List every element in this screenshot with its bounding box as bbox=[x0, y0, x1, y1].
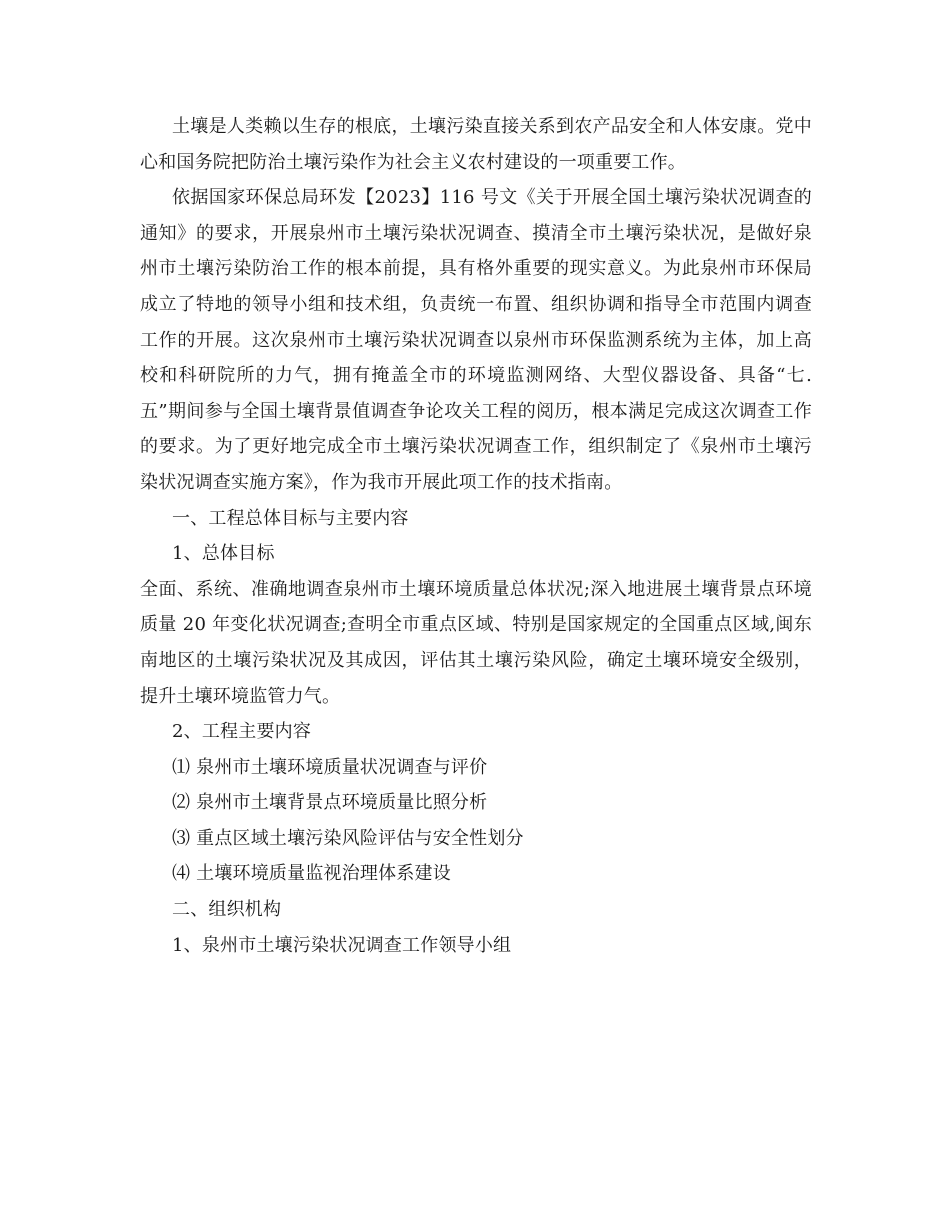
paragraph-intro-2: 依据国家环保总局环发【2023】116 号文《关于开展全国土壤污染状况调查的通知》的要求，开展泉州市土壤污染状况调查、摸清全市土壤污染状况，是做好泉州市土壤污染防治工作的根本前提，具有格外重要的现实意义。为此泉州市环保局成立了特地的领导小组和技术组，负责统一布置、组织协调和指导全市范围内调查工作的开展。这次泉州市土壤污染状况调查以泉州市环保监测系统为主体，加上高校和科研院所的力气，拥有掩盖全市的环境监测网络、大型仪器设备、具备“七.五”期间参与全国土壤背景值调查争论攻关工程的阅历，根本满足完成这次调查工作的要求。为了更好地完成全市土壤污染状况调查工作，组织制定了《泉州市土壤污染状况调查实施方案》，作为我市开展此项工作的技术指南。 bbox=[140, 187, 812, 493]
subheading-main-content: 2、工程主要内容 bbox=[172, 721, 312, 743]
subheading-overall-goal: 1、总体目标 bbox=[172, 543, 275, 565]
paragraph-goal-body: 全面、系统、准确地调查泉州市土壤环境质量总体状况;深入地进展土壤背景点环境质量 20 年变化状况调查;查明全市重点区域、特别是国家规定的全国重点区域,闽东南地区的土壤污染状况及其成因，评估其土壤污染风险，确定土壤环境安全级别，提升土壤环境监管力气。 bbox=[140, 578, 812, 707]
document-body bbox=[140, 109, 812, 963]
subheading-leadership-group: 1、泉州市土壤污染状况调查工作领导小组 bbox=[172, 934, 512, 956]
list-item-4: ⑷ 土壤环境质量监视治理体系建设 bbox=[172, 863, 451, 885]
list-item-2: ⑵ 泉州市土壤背景点环境质量比照分析 bbox=[172, 792, 488, 814]
paragraph-intro-1: 土壤是人类赖以生存的根底，土壤污染直接关系到农产品安全和人体安康。党中心和国务院把防治土壤污染作为社会主义农村建设的一项重要工作。 bbox=[140, 116, 812, 173]
list-item-3: ⑶ 重点区域土壤污染风险评估与安全性划分 bbox=[172, 827, 524, 849]
section-heading-2: 二、组织机构 bbox=[172, 899, 282, 921]
section-heading-1: 一、工程总体目标与主要内容 bbox=[172, 507, 409, 529]
list-item-1: ⑴ 泉州市土壤环境质量状况调查与评价 bbox=[172, 756, 488, 778]
